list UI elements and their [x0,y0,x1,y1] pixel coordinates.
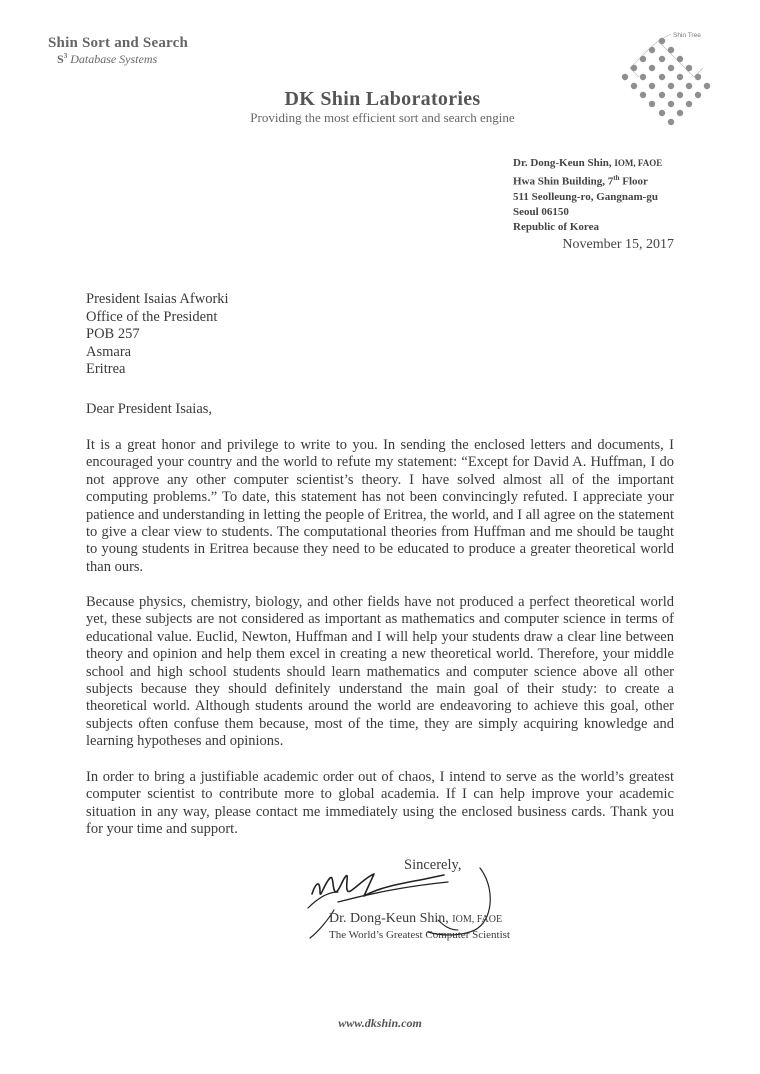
sender-name-line [513,156,662,171]
brand-subtitle [57,52,157,67]
shin-tree-lines [630,34,703,77]
logo-dot [677,56,683,62]
body-paragraph: In order to bring a justifiable academic order out of chaos, I intend to serve as the world’s greatest computer scientist to contribute more to global academia. If I can help improve your academic situation in any way, please contact me immediately using the enclosed business cards. Thank you for your time and support. [86,769,674,838]
logo-dot [622,74,628,80]
letter-date: November 15, 2017 [562,237,674,252]
recipient-line: Office of the President [86,308,218,325]
closing: Sincerely, [404,857,462,873]
shin-tree-label: Shin Tree [673,32,701,39]
sender-city: Seoul 06150 [513,205,569,218]
recipient-address [86,291,229,379]
signer-name-line [329,911,502,927]
sender-floor-suffix: th [613,174,620,182]
salutation: Dear President Isaias, [86,401,213,417]
sender-name: Dr. Dong-Keun Shin, [513,157,612,169]
brand-subtitle-text: Database Systems [70,52,158,66]
logo-dot [686,65,692,71]
logo-dot [640,74,646,80]
logo-dot [659,56,665,62]
logo-dot [659,74,665,80]
brand-name: Shin Sort and Search [48,35,189,51]
sender-floor: Floor [622,175,648,188]
brand-mark: S [57,52,64,66]
logo-dot [649,65,655,71]
sender-credentials: IOM, FAOE [614,158,663,168]
logo-dot [659,38,665,44]
sender-street: 511 Seolleung-ro, Gangnam-gu [513,190,658,203]
signer-credentials: IOM, FAOE [452,914,503,925]
logo-dot [677,74,683,80]
sender-address [513,156,662,235]
body-paragraph: It is a great honor and privilege to write to you. In sending the enclosed letters and documents, I encouraged your country and the world to refute my statement: “Except for David A. Huffman, I do not approve any other computer scientist’s theory. I have solved almost all of the important computing problems.” To date, this statement has not been convincingly refuted. I appreciate your patience and understanding in letting the people of Eritrea, the world, and I all agree on the statement to give a clear view to students. The computational theories from Huffman and me should be taught to young students in Eritrea because they need to be educated to produce a greater theoretical world than ours. [86,437,674,575]
brand-mark-superscript: 3 [63,52,68,60]
recipient-line: Eritrea [86,361,126,377]
logo-dot [695,74,701,80]
logo-dot [668,47,674,53]
signer-title: The World’s Greatest Computer Scientist [329,929,510,941]
sender-building: Hwa Shin Building, 7 [513,175,614,188]
logo-dot [631,65,637,71]
recipient-line: POB 257 [86,326,140,342]
logo-dot [649,47,655,53]
signer-name: Dr. Dong-Keun Shin, [329,911,449,926]
recipient-line: President Isaias Afworki [86,291,229,307]
lab-tagline: Providing the most efficient sort and search engine [250,110,515,125]
sender-country: Republic of Korea [513,220,599,233]
sender-building-line [513,171,662,190]
recipient-line: Asmara [86,343,132,360]
body-paragraph: Because physics, chemistry, biology, and other fields have not produced a perfect theoretical world yet, these subjects are not considered as important as mathematics and computer science in terms of educational value. Euclid, Newton, Huffman and I will help your students draw a clear line between theory and opinion and help them excel in creating a new theoretical world. Therefore, your middle school and high school students should learn mathematics and computer science above all other subjects because they should definitely understand the main goal of their study: to create a theoretical world. Although students around the world are endeavoring to achieve this goal, other subjects often confuse them because, most of the time, they are simply acquiring knowledge and learning hypotheses and opinions. [86,594,674,750]
logo-dot [668,65,674,71]
website-link[interactable]: www.dkshin.com [338,1016,422,1030]
lab-name: DK Shin Laboratories [284,88,481,110]
logo-dot [640,56,646,62]
